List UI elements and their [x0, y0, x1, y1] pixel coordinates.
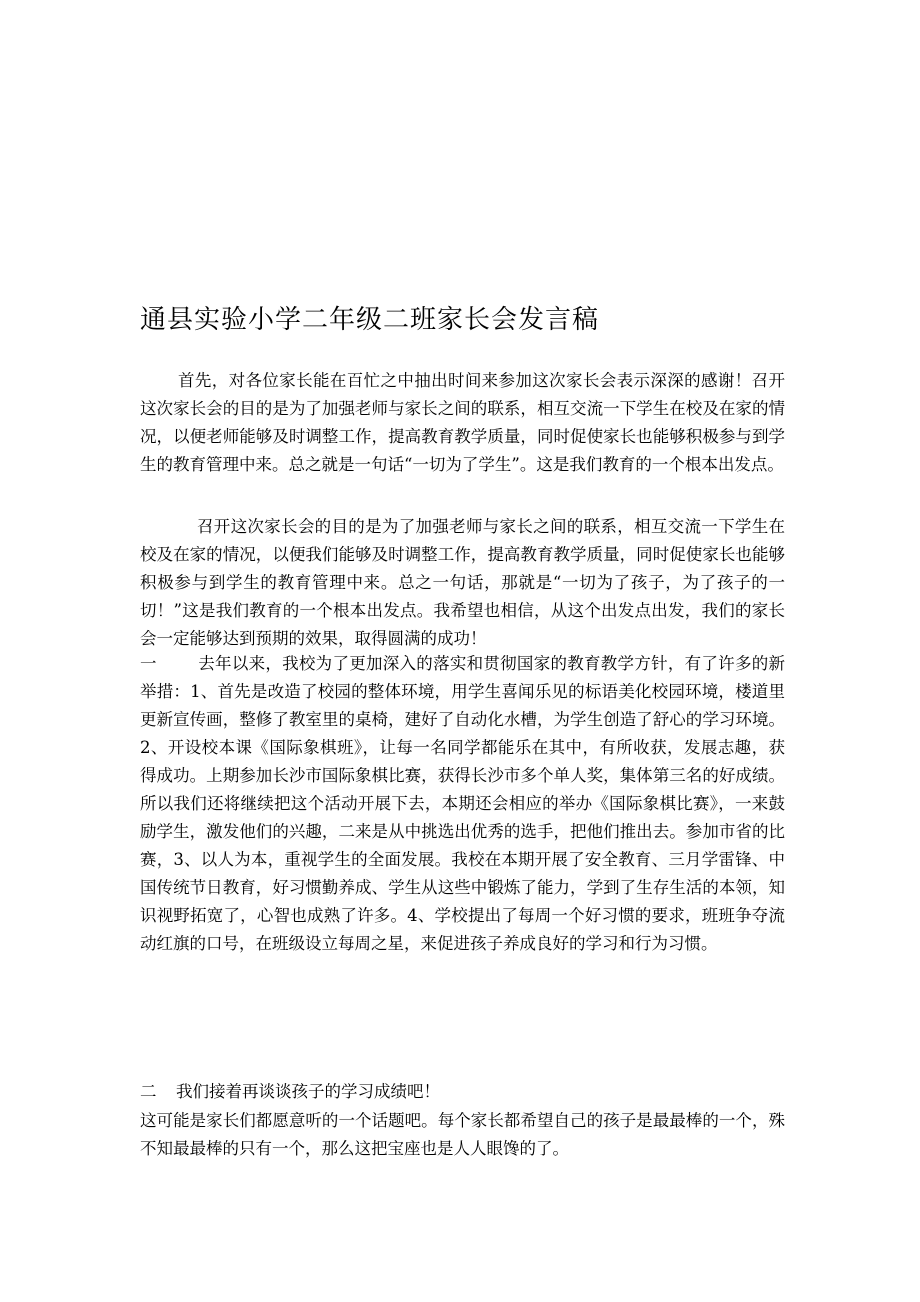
document-page [140, 0, 785, 1302]
section-text: 去年以来，我校为了更加深入的落实和贯彻国家的教育教学方针，有了许多的新举措：1、首先是改造了校园的整体环境，用学生喜闻乐见的标语美化校园环境，楼道里更新宣传画，整修了教室里的桌椅，建好了自动化水槽，为学生创造了舒心的学习环境。 2、开设校本课《国际象棋班》，让每一名同学都能乐在其中，有所收获，发展志趣，获得成功。上期参加长沙市国际象棋比赛，获得长沙市多个单人奖，集体第三名的好成绩。所以我们还将继续把这个活动开展下去，本期还会相应的举办《国际象棋比赛》，一来鼓励学生，激发他们的兴趣，二来是从中挑选出优秀的选手，把他们推出去。参加市省的比赛，3、以人为本，重视学生的全面发展。我校在本期开展了安全教育、三月学雷锋、中国传统节日教育，好习惯勤养成、学生从这些中锻炼了能力，学到了生存生活的本领，知识视野拓宽了，心智也成熟了许多。4、学校提出了每周一个好习惯的要求，班班争夺流动红旗的口号，在班级设立每周之星，来促进孩子养成良好的学习和行为习惯。 [140, 654, 785, 953]
section-number: 二 [140, 1082, 157, 1101]
paragraph-opening: 首先，对各位家长能在百忙之中抽出时间来参加这次家长会表示深深的感谢！召开这次家长会的目的是为了加强老师与家长之间的联系，相互交流一下学生在校及在家的情况，以便老师能够及时调整工作，提高教育教学质量，同时促使家长也能够积极参与到学生的教育管理中来。总之就是一句话“一切为了学生”。这是我们教育的一个根本出发点。 [140, 371, 785, 474]
paragraph-section-two-heading [140, 1078, 785, 1106]
paragraph-purpose: 召开这次家长会的目的是为了加强老师与家长之间的联系，相互交流一下学生在校及在家的情况，以便我们能够及时调整工作，提高教育教学质量，同时促使家长也能够积极参与到学生的教育管理中来。总之一句话，那就是“一切为了孩子，为了孩子的一切！”这是我们教育的一个根本出发点。我希望也相信，从这个出发点出发，我们的家长会一定能够达到预期的效果，取得圆满的成功！ [140, 517, 785, 648]
section-text: 我们接着再谈谈孩子的学习成绩吧！ [176, 1082, 440, 1101]
paragraph-section-two-body: 这可能是家长们都愿意听的一个话题吧。每个家长都希望自己的孩子是最最棒的一个，殊不知最最棒的只有一个，那么这把宝座也是人人眼馋的了。 [140, 1111, 785, 1158]
paragraph-section-one [140, 650, 785, 958]
section-number: 一 [140, 654, 157, 673]
document-title: 通县实验小学二年级二班家长会发言稿 [140, 305, 600, 335]
